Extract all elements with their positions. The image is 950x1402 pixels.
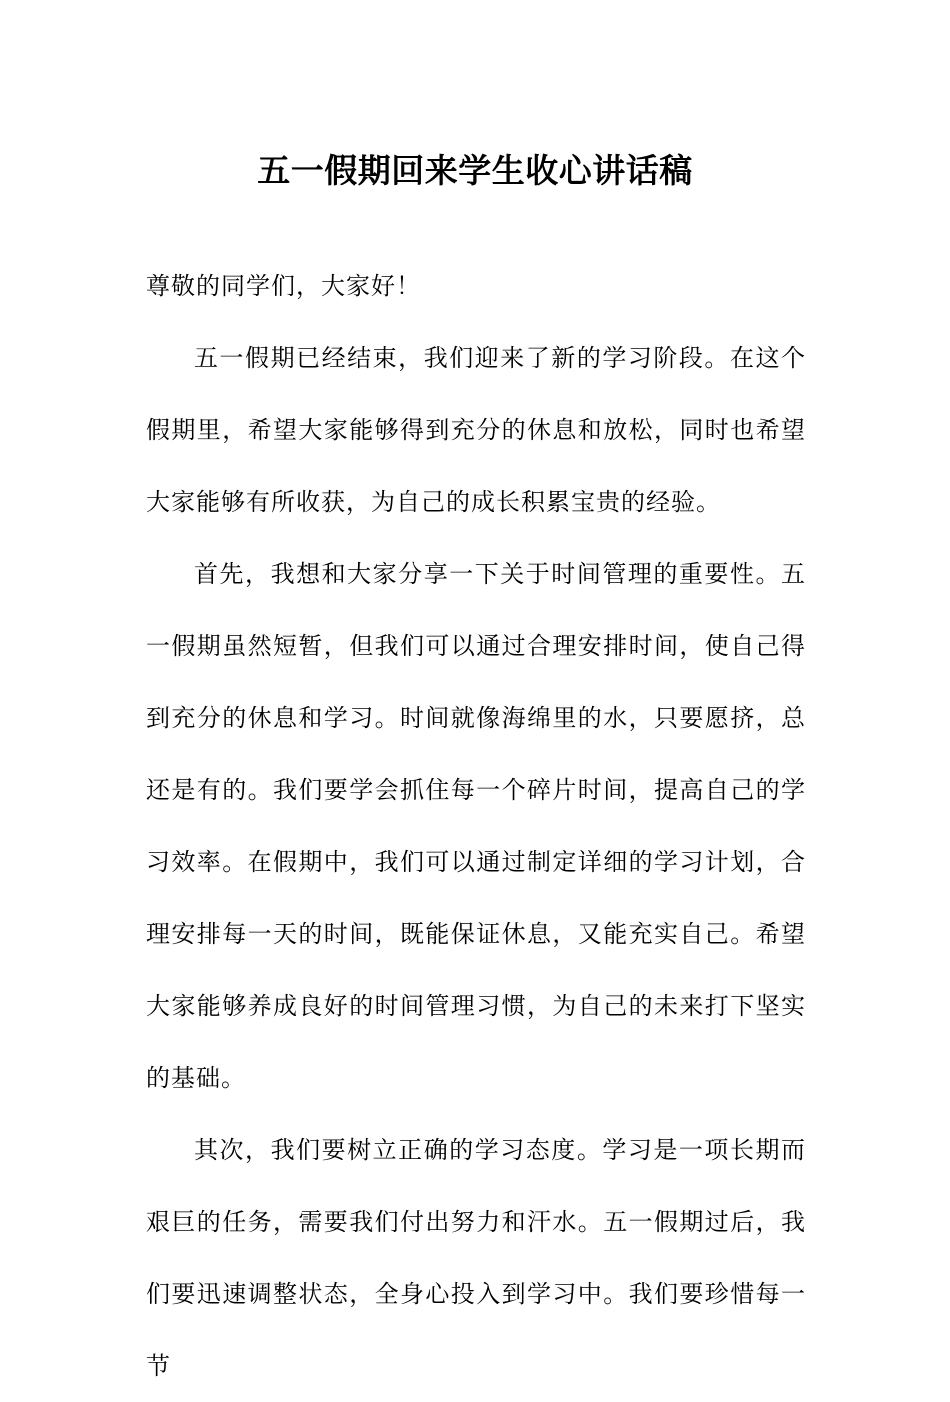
paragraph: 首先，我想和大家分享一下关于时间管理的重要性。五一假期虽然短暂，但我们可以通过合理安排时间，使自己得到充分的休息和学习。时间就像海绵里的水，只要愿挤，总还是有的。我们要学会抓住每一个碎片时间，提高自己的学习效率。在假期中，我们可以通过制定详细的学习计划，合理安排每一天的时间，既能保证休息，又能充实自己。希望大家能够养成良好的时间管理习惯，为自己的未来打下坚实的基础。 (146, 560, 806, 1092)
paragraph: 五一假期已经结束，我们迎来了新的学习阶段。在这个假期里，希望大家能够得到充分的休息和放松，同时也希望大家能够有所收获，为自己的成长积累宝贵的经验。 (146, 344, 806, 516)
document-title: 五一假期回来学生收心讲话稿 (257, 151, 693, 190)
greeting: 尊敬的同学们，大家好！ (146, 272, 421, 300)
paragraph: 其次，我们要树立正确的学习态度。学习是一项长期而艰巨的任务，需要我们付出努力和汗水。五一假期过后，我们要迅速调整状态，全身心投入到学习中。我们要珍惜每一节 (146, 1136, 806, 1380)
document-body (146, 250, 806, 1402)
